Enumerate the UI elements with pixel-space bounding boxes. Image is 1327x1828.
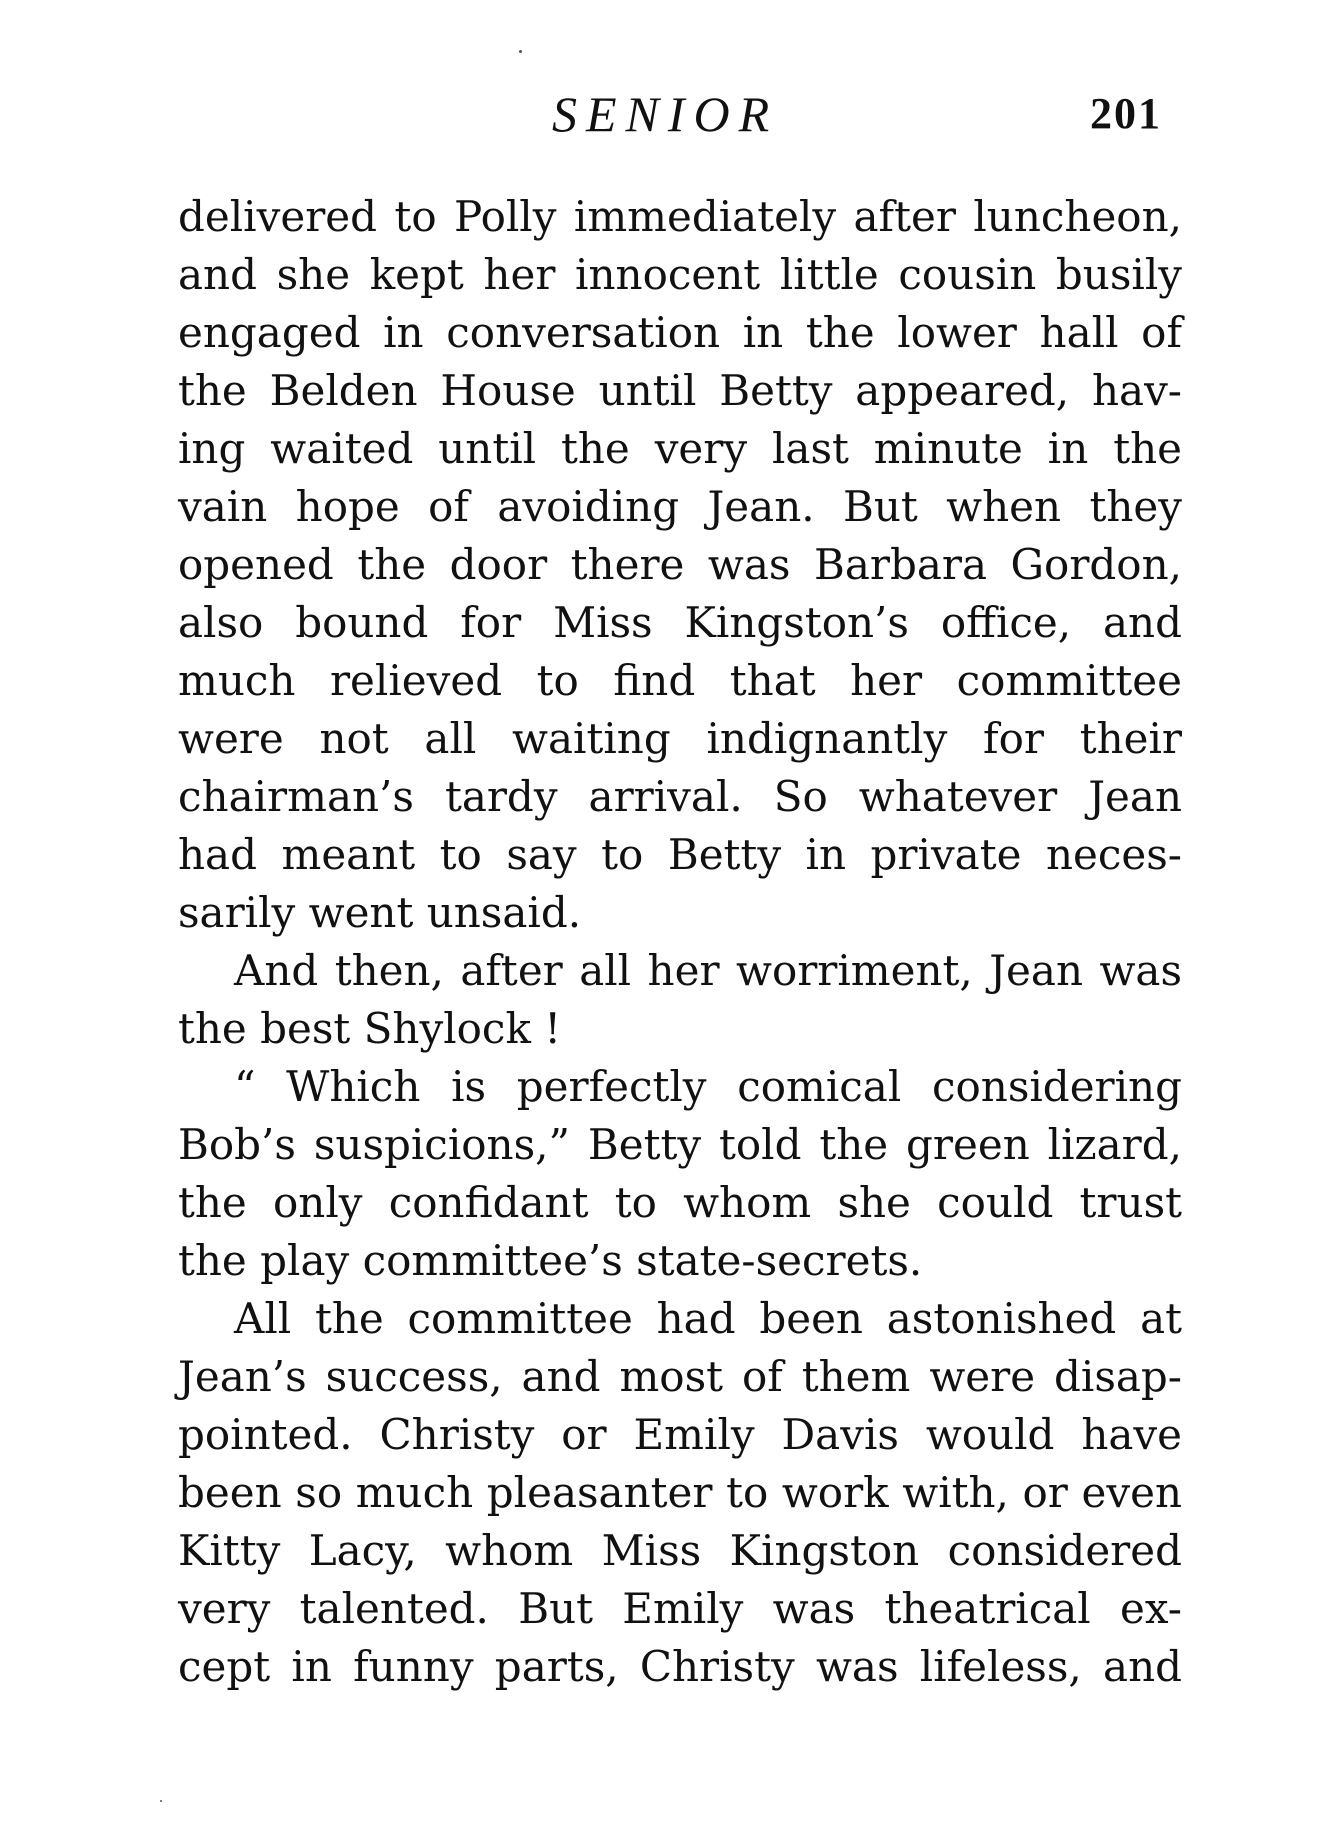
- text-line: very talented. But Emily was theatrical ex-: [178, 1584, 1182, 1633]
- running-title: SENIOR: [552, 86, 779, 142]
- text-line: And then, after all her worriment, Jean was: [234, 946, 1182, 995]
- text-line: Bob’s suspicions,” Betty told the green lizard,: [178, 1120, 1182, 1169]
- text-line: had meant to say to Betty in private neces-: [178, 830, 1182, 879]
- text-line: engaged in conversation in the lower hall of: [178, 308, 1182, 357]
- text-line: the only confidant to whom she could trust: [178, 1178, 1182, 1227]
- text-line: been so much pleasanter to work with, or even: [178, 1468, 1182, 1517]
- text-line: the Belden House until Betty appeared, hav-: [178, 366, 1182, 415]
- text-line: sarily went unsaid.: [178, 888, 582, 937]
- text-line: the play committee’s state-secrets.: [178, 1236, 923, 1285]
- text-line: also bound for Miss Kingston’s office, and: [178, 598, 1182, 647]
- text-line: and she kept her innocent little cousin busily: [178, 250, 1182, 299]
- text-line: delivered to Polly immediately after luncheon,: [178, 192, 1182, 241]
- running-head: [0, 84, 1327, 144]
- text-line: vain hope of avoiding Jean. But when they: [178, 482, 1182, 531]
- text-line: pointed. Christy or Emily Davis would have: [178, 1410, 1182, 1459]
- text-line: chairman’s tardy arrival. So whatever Jean: [178, 772, 1182, 821]
- text-line: ing waited until the very last minute in the: [178, 424, 1182, 473]
- page-number: 201: [1090, 89, 1162, 138]
- body-text: [178, 188, 1182, 1696]
- print-speck: [160, 1800, 162, 1802]
- text-line: the best Shylock !: [178, 1004, 562, 1053]
- text-line: Kitty Lacy, whom Miss Kingston considered: [178, 1526, 1182, 1575]
- text-line: Jean’s success, and most of them were disap-: [178, 1352, 1182, 1401]
- text-line: “ Which is perfectly comical considering: [234, 1062, 1182, 1111]
- text-line: All the committee had been astonished at: [234, 1294, 1182, 1343]
- text-line: opened the door there was Barbara Gordon,: [178, 540, 1182, 589]
- text-line: much relieved to find that her committee: [178, 656, 1182, 705]
- text-line: cept in funny parts, Christy was lifeless, and: [178, 1642, 1182, 1691]
- text-line: were not all waiting indignantly for their: [178, 714, 1182, 763]
- print-speck: [519, 50, 522, 53]
